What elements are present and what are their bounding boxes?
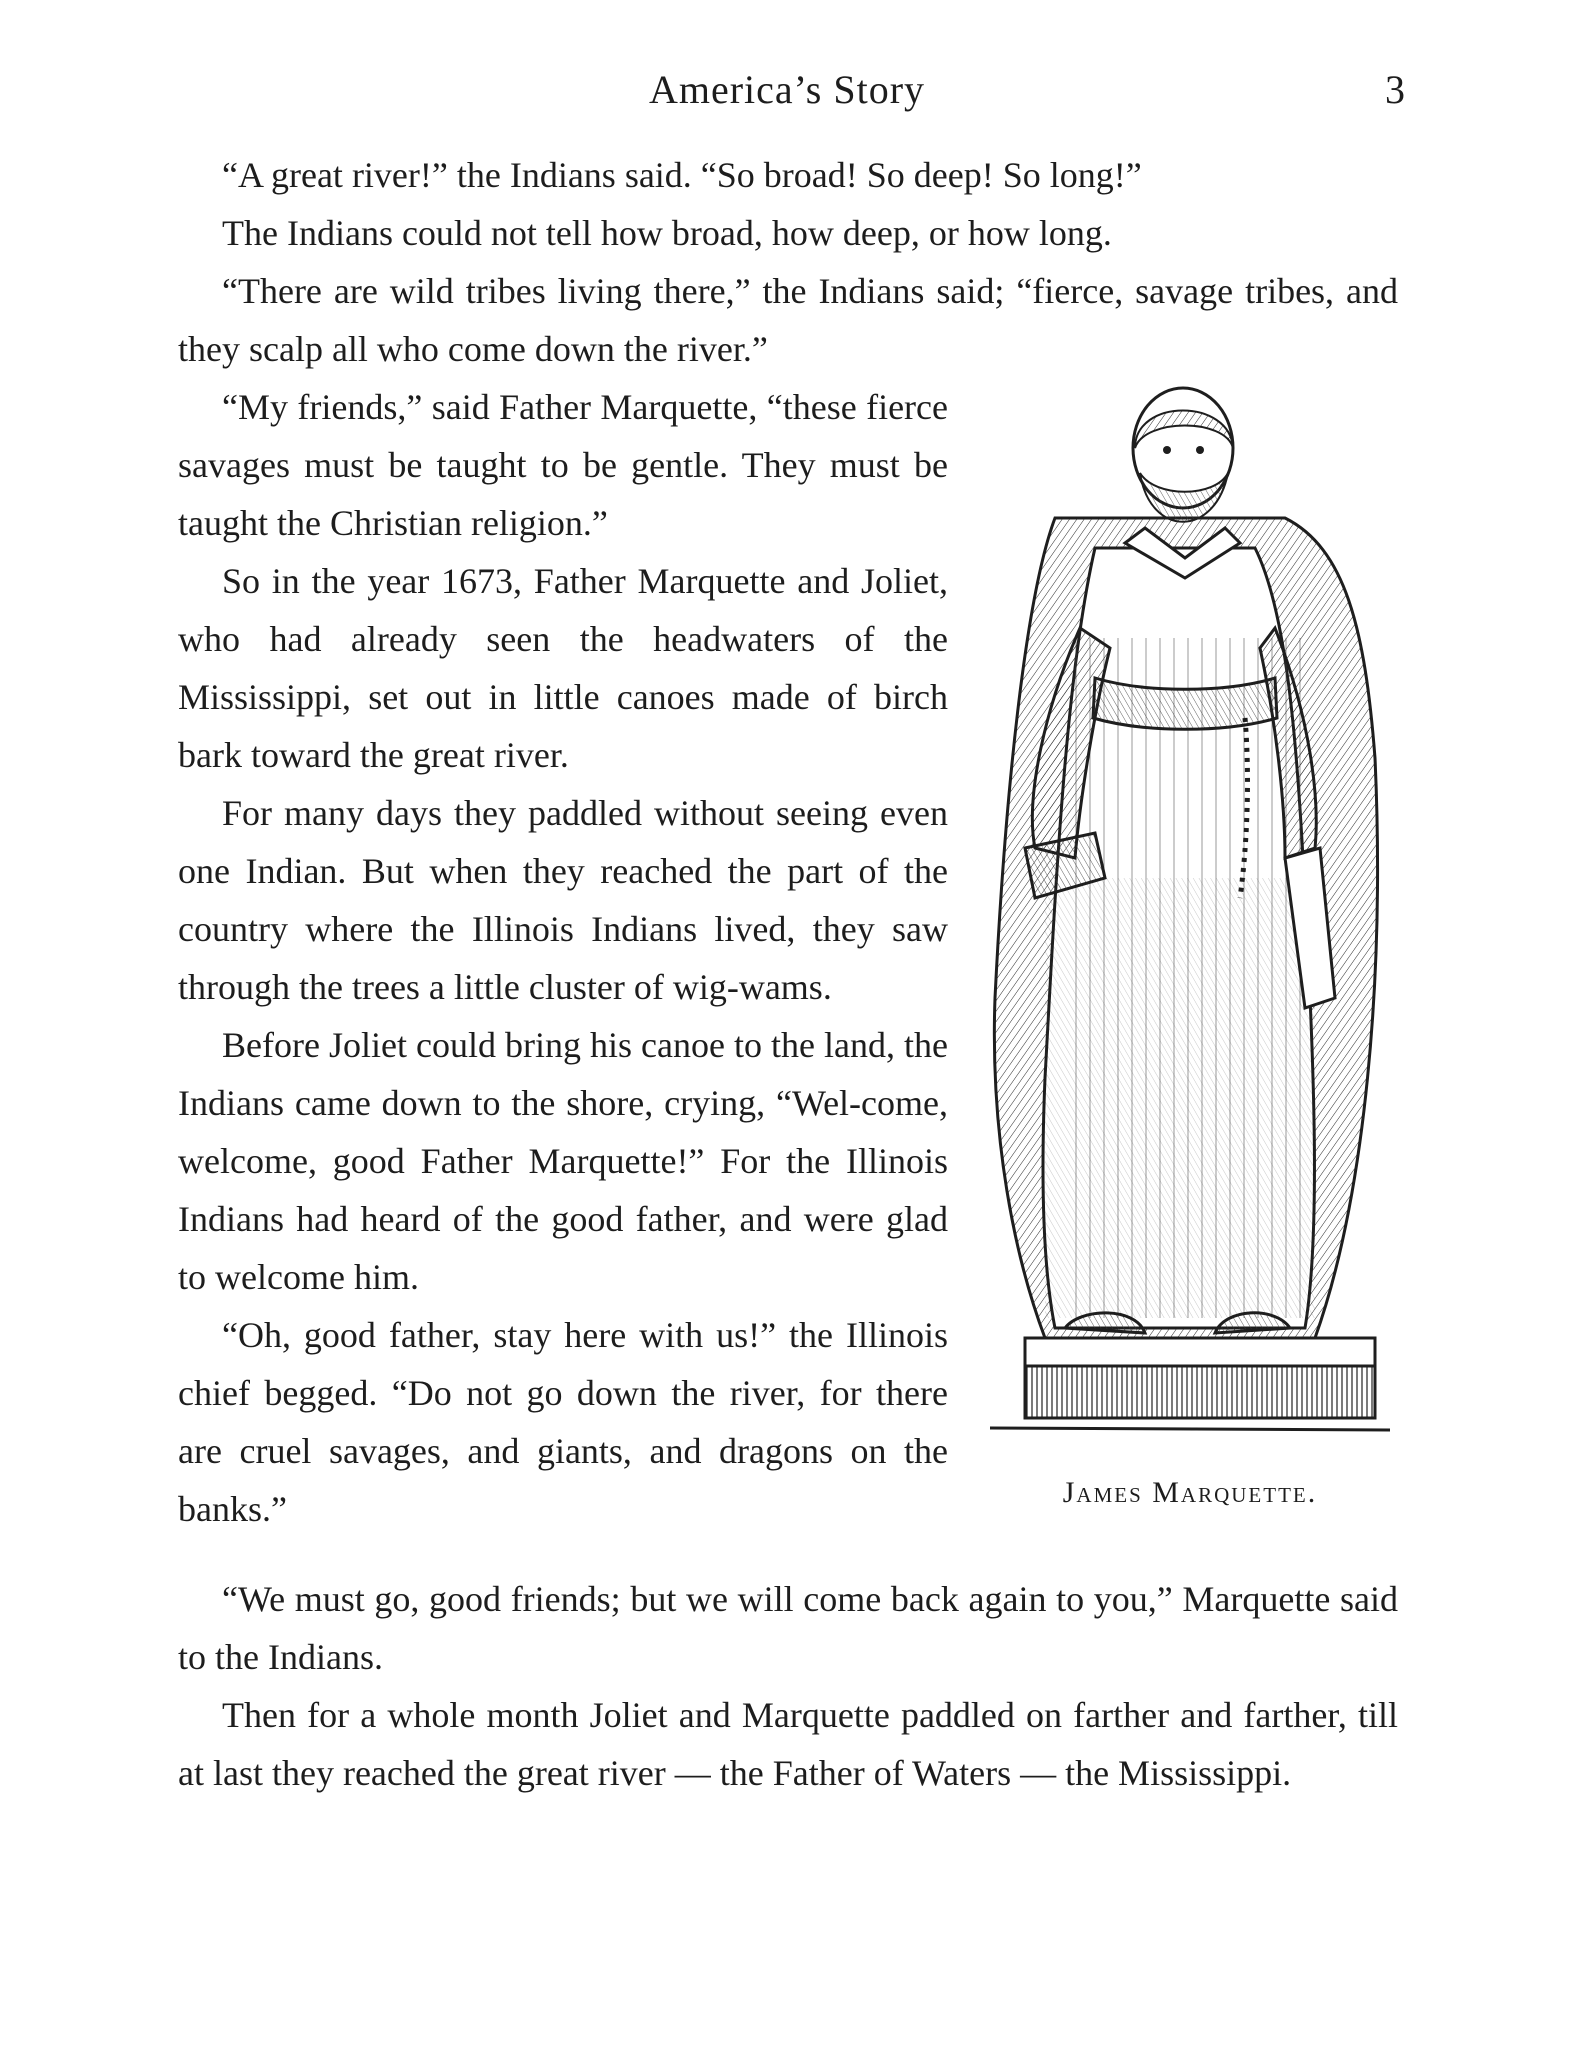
- figure-caption: James Marquette.: [1062, 1476, 1318, 1509]
- text-block-side: [178, 378, 948, 1538]
- paragraph: Then for a whole month Joliet and Marquette paddled on farther and farther, till at last they reached the great river — the Father of Waters — the Mississippi.: [178, 1695, 1398, 1793]
- statue-illustration: [985, 378, 1395, 1438]
- running-title: America’s Story: [648, 67, 926, 112]
- paragraph: “Oh, good father, stay here with us!” the Illinois chief begged. “Do not go down the river, for there are cruel savages, and giants, and dragons on the banks.”: [178, 1315, 948, 1529]
- running-head: [0, 66, 1574, 116]
- paragraph: For many days they paddled without seeing even one Indian. But when they reached the part of the country where the Illinois Indians lived, they saw through the trees a little cluster of wig-wams.: [178, 793, 948, 1007]
- paragraph: The Indians could not tell how broad, how deep, or how long.: [222, 213, 1112, 253]
- paragraph: “We must go, good friends; but we will come back again to you,” Marquette said to the Indians.: [178, 1579, 1398, 1677]
- text-block-bottom: [178, 1570, 1398, 1802]
- paragraph: “A great river!” the Indians said. “So broad! So deep! So long!”: [222, 155, 1142, 195]
- paragraph: “My friends,” said Father Marquette, “these fierce savages must be taught to be gentle. They must be taught the Christian religion.”: [178, 387, 948, 543]
- paragraph: Before Joliet could bring his canoe to the land, the Indians came down to the shore, crying, “Wel-come, welcome, good Father Marquette!” For the Illinois Indians had heard of the good father, and were glad to welcome him.: [178, 1025, 948, 1297]
- paragraph: “There are wild tribes living there,” the Indians said; “fierce, savage tribes, and they scalp all who come down the river.”: [178, 271, 1398, 369]
- paragraph: So in the year 1673, Father Marquette and Joliet, who had already seen the headwaters of the Mississippi, set out in little canoes made of birch bark toward the great river.: [178, 561, 948, 775]
- page-number: 3: [1385, 67, 1406, 112]
- text-block-top: [178, 146, 1398, 378]
